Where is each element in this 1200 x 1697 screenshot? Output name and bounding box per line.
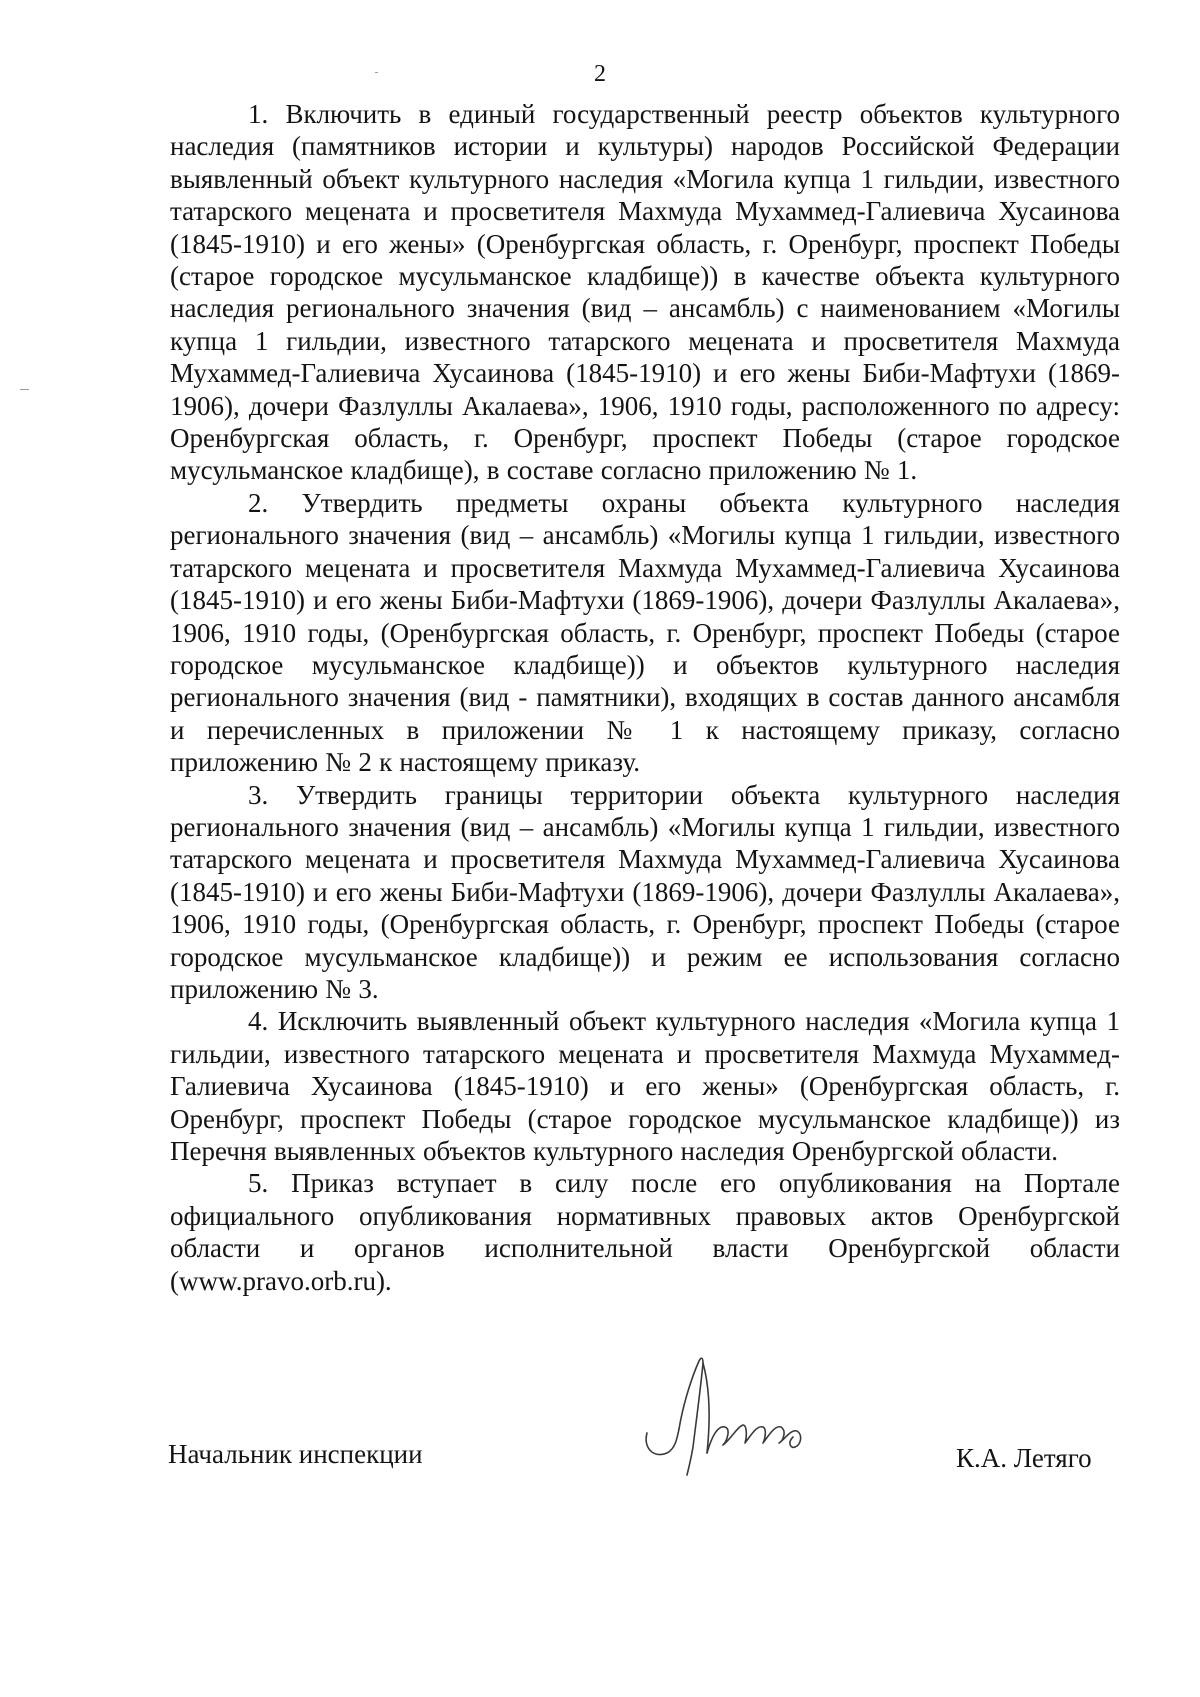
scan-mark	[20, 389, 29, 390]
page-number: 2	[594, 61, 606, 87]
paragraph-4: 4. Исключить выявленный объект культурного наследия «Могила купца 1 гильдии, известного татарского мецената и просветителя Махмуда Мухаммед-Галиевича Хусаинова (1845-1910) и его жены» (Оренбургская область, г. Оренбург, проспект Победы (старое городское мусульманское кладбище)) из Перечня выявленных объектов культурного наследия Оренбургской области.	[170, 1006, 1120, 1166]
scan-mark	[375, 72, 378, 73]
signatory-name: К.А. Летяго	[956, 1443, 1092, 1473]
document-body	[170, 98, 1120, 1297]
paragraph-5: 5. Приказ вступает в силу после его опубликования на Портале официального опубликования нормативных правовых актов Оренбургской области и органов исполнительной власти Оренбургской области (www.pravo.orb.ru).	[170, 1168, 1120, 1296]
signature-block	[0, 1412, 1200, 1472]
signatory-title: Начальник инспекции	[168, 1439, 423, 1469]
paragraph-1: 1. Включить в единый государственный реестр объектов культурного наследия (памятников истории и культуры) народов Российской Федерации выявленный объект культурного наследия «Могила купца 1 гильдии, известного татарского мецената и просветителя Махмуда Мухаммед-Галиевича Хусаинова (1845-1910) и его жены» (Оренбургская область, г. Оренбург, проспект Победы (старое городское мусульманское кладбище)) в качестве объекта культурного наследия регионального значения (вид – ансамбль) с наименованием «Могилы купца 1 гильдии, известного татарского мецената и просветителя Махмуда Мухаммед-Галиевича Хусаинова (1845-1910) и его жены Биби-Мафтухи (1869-1906), дочери Фазлуллы Акалаева», 1906, 1910 годы, расположенного по адресу: Оренбургская область, г. Оренбург, проспект Победы (старое городское мусульманское кладбище), в составе согласно приложению № 1.	[170, 99, 1120, 486]
paragraph-3: 3. Утвердить границы территории объекта культурного наследия регионального значения (вид – ансамбль) «Могилы купца 1 гильдии, известного татарского мецената и просветителя Махмуда Мухаммед-Галиевича Хусаинова (1845-1910) и его жены Биби-Мафтухи (1869-1906), дочери Фазлуллы Акалаева», 1906, 1910 годы, (Оренбургская область, г. Оренбург, проспект Победы (старое городское мусульманское кладбище)) и режим ее использования согласно приложению № 3.	[170, 779, 1120, 1004]
paragraph-2: 2. Утвердить предметы охраны объекта культурного наследия регионального значения (вид – ансамбль) «Могилы купца 1 гильдии, известного татарского мецената и просветителя Махмуда Мухаммед-Галиевича Хусаинова (1845-1910) и его жены Биби-Мафтухи (1869-1906), дочери Фазлуллы Акалаева», 1906, 1910 годы, (Оренбургская область, г. Оренбург, проспект Победы (старое городское мусульманское кладбище)) и объектов культурного наследия регионального значения (вид - памятники), входящих в состав данного ансамбля и перечисленных в приложении № 1 к настоящему приказу, согласно приложению № 2 к настоящему приказу.	[170, 487, 1120, 778]
